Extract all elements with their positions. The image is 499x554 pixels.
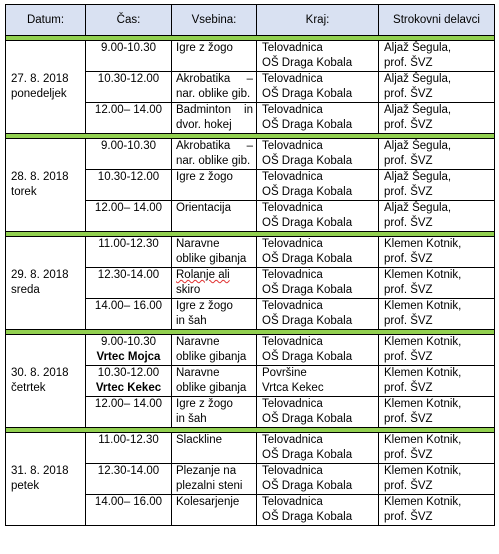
location-line: Telovadnica bbox=[262, 104, 323, 116]
location-cell bbox=[257, 495, 379, 526]
table-row bbox=[6, 41, 495, 72]
activity-cell bbox=[172, 170, 257, 201]
time-cell bbox=[86, 335, 172, 366]
time-text: 9.00-10.30 bbox=[101, 336, 156, 348]
location-line: Telovadnica bbox=[262, 269, 323, 281]
staff-line: Klemen Kotnik, bbox=[384, 398, 462, 410]
staff-cell bbox=[379, 103, 495, 134]
time-cell bbox=[86, 170, 172, 201]
staff-cell bbox=[379, 41, 495, 72]
staff-line: Klemen Kotnik, bbox=[384, 367, 462, 379]
location-line: OŠ Draga Kobala bbox=[262, 186, 353, 198]
activity-line: Kolesarjenje bbox=[176, 496, 240, 508]
location-line: OŠ Draga Kobala bbox=[262, 88, 353, 100]
location-cell bbox=[257, 268, 379, 299]
location-line: Telovadnica bbox=[262, 140, 323, 152]
staff-line: Klemen Kotnik, bbox=[384, 238, 462, 250]
header-date: Datum: bbox=[6, 5, 86, 36]
date-text: 29. 8. 2018 bbox=[11, 269, 69, 281]
activity-cell bbox=[172, 103, 257, 134]
staff-line: prof. ŠVZ bbox=[384, 480, 433, 492]
activity-line: plezalni steni bbox=[176, 480, 243, 492]
table-row bbox=[6, 433, 495, 464]
location-line: Površine bbox=[262, 367, 307, 379]
activity-cell bbox=[172, 397, 257, 428]
activity-cell bbox=[172, 201, 257, 232]
location-line: OŠ Draga Kobala bbox=[262, 315, 353, 327]
location-cell bbox=[257, 397, 379, 428]
location-line: Telovadnica bbox=[262, 73, 323, 85]
location-cell bbox=[257, 464, 379, 495]
weekday-text: četrtek bbox=[11, 382, 46, 394]
activity-line: oblike gibanja bbox=[176, 253, 247, 265]
location-line: Telovadnica bbox=[262, 398, 323, 410]
location-cell bbox=[257, 237, 379, 268]
activity-line: skiro bbox=[176, 284, 201, 296]
staff-line: prof. ŠVZ bbox=[384, 186, 433, 198]
location-line: OŠ Draga Kobala bbox=[262, 284, 353, 296]
time-text: 9.00-10.30 bbox=[101, 140, 156, 152]
activity-cell bbox=[172, 495, 257, 526]
location-line: Telovadnica bbox=[262, 171, 323, 183]
location-cell bbox=[257, 366, 379, 397]
staff-cell bbox=[379, 335, 495, 366]
time-text: 10.30-12.00 bbox=[97, 367, 160, 379]
date-cell bbox=[6, 41, 86, 134]
location-line: Telovadnica bbox=[262, 465, 323, 477]
time-text: 14.00– 16.00 bbox=[94, 300, 163, 312]
location-line: Telovadnica bbox=[262, 202, 323, 214]
activity-line: Naravne bbox=[176, 238, 220, 250]
time-cell bbox=[86, 433, 172, 464]
activity-line: Igre z žogo bbox=[176, 300, 233, 312]
activity-line: in šah bbox=[176, 315, 207, 327]
staff-line: prof. ŠVZ bbox=[384, 88, 433, 100]
activity-cell bbox=[172, 433, 257, 464]
activity-cell bbox=[172, 299, 257, 330]
location-cell bbox=[257, 201, 379, 232]
staff-cell bbox=[379, 170, 495, 201]
time-cell bbox=[86, 366, 172, 397]
date-text: 30. 8. 2018 bbox=[11, 367, 69, 379]
staff-cell bbox=[379, 299, 495, 330]
location-cell bbox=[257, 139, 379, 170]
header-place: Kraj: bbox=[257, 5, 379, 36]
time-text: 9.00-10.30 bbox=[101, 42, 156, 54]
staff-cell bbox=[379, 139, 495, 170]
header-topic: Vsebina: bbox=[172, 5, 257, 36]
activity-line: dvor. hokej bbox=[176, 119, 232, 131]
time-text: 10.30-12.00 bbox=[97, 171, 160, 183]
header-row bbox=[6, 5, 495, 36]
staff-line: Aljaž Šegula, bbox=[384, 171, 452, 183]
staff-line: Klemen Kotnik, bbox=[384, 496, 462, 508]
staff-line: Klemen Kotnik, bbox=[384, 269, 462, 281]
date-text: 28. 8. 2018 bbox=[11, 171, 69, 183]
time-text: 12.00– 14.00 bbox=[94, 398, 163, 410]
location-line: OŠ Draga Kobala bbox=[262, 119, 353, 131]
weekday-text: torek bbox=[11, 186, 37, 198]
activity-cell bbox=[172, 72, 257, 103]
time-cell bbox=[86, 72, 172, 103]
staff-line: Klemen Kotnik, bbox=[384, 434, 462, 446]
weekday-text: sreda bbox=[11, 284, 40, 296]
time-text: 12.30-14.00 bbox=[97, 269, 160, 281]
staff-cell bbox=[379, 72, 495, 103]
date-cell bbox=[6, 433, 86, 526]
time-cell bbox=[86, 464, 172, 495]
time-text: 14.00– 16.00 bbox=[94, 496, 163, 508]
location-cell bbox=[257, 72, 379, 103]
activity-cell bbox=[172, 237, 257, 268]
time-cell bbox=[86, 103, 172, 134]
activity-line: Igre z žogo bbox=[176, 398, 233, 410]
location-line: Vrtca Kekec bbox=[262, 382, 324, 394]
staff-line: prof. ŠVZ bbox=[384, 382, 433, 394]
location-line: OŠ Draga Kobala bbox=[262, 155, 353, 167]
activity-line: oblike gibanja bbox=[176, 351, 247, 363]
staff-cell bbox=[379, 366, 495, 397]
weekday-text: ponedeljek bbox=[11, 88, 67, 100]
time-cell bbox=[86, 139, 172, 170]
header-staff: Strokovni delavci bbox=[379, 5, 495, 36]
activity-line: Igre z žogo bbox=[176, 42, 233, 54]
time-text: 10.30-12.00 bbox=[97, 73, 160, 85]
location-line: OŠ Draga Kobala bbox=[262, 449, 353, 461]
time-cell bbox=[86, 299, 172, 330]
table-row bbox=[6, 237, 495, 268]
kindergarten-label: Vrtec Mojca bbox=[96, 351, 161, 363]
staff-line: Aljaž Šegula, bbox=[384, 104, 452, 116]
activity-line: Plezanje na bbox=[176, 465, 237, 477]
table-row bbox=[6, 335, 495, 366]
location-cell bbox=[257, 103, 379, 134]
table-row bbox=[6, 139, 495, 170]
location-cell bbox=[257, 433, 379, 464]
date-cell bbox=[6, 335, 86, 428]
location-line: OŠ Draga Kobala bbox=[262, 217, 353, 229]
staff-cell bbox=[379, 237, 495, 268]
staff-line: Klemen Kotnik, bbox=[384, 300, 462, 312]
location-line: OŠ Draga Kobala bbox=[262, 511, 353, 523]
activity-cell bbox=[172, 268, 257, 299]
staff-line: prof. ŠVZ bbox=[384, 351, 433, 363]
date-cell bbox=[6, 139, 86, 232]
staff-cell bbox=[379, 495, 495, 526]
activity-line: nar. oblike gib. bbox=[176, 88, 251, 100]
time-text: 11.00-12.30 bbox=[98, 238, 159, 250]
time-cell bbox=[86, 495, 172, 526]
weekday-text: petek bbox=[11, 480, 40, 492]
time-cell bbox=[86, 41, 172, 72]
location-cell bbox=[257, 41, 379, 72]
location-line: Telovadnica bbox=[262, 336, 323, 348]
activity-line: Badminton in bbox=[176, 104, 253, 116]
time-text: 12.00– 14.00 bbox=[94, 104, 163, 116]
activity-line: Naravne bbox=[176, 367, 220, 379]
staff-line: prof. ŠVZ bbox=[384, 284, 433, 296]
activity-line: Rolanje ali bbox=[176, 269, 230, 281]
location-cell bbox=[257, 299, 379, 330]
location-line: Telovadnica bbox=[262, 42, 323, 54]
header-time: Čas: bbox=[86, 5, 172, 36]
staff-line: Aljaž Šegula, bbox=[384, 42, 452, 54]
staff-line: prof. ŠVZ bbox=[384, 253, 433, 265]
time-text: 12.00– 14.00 bbox=[94, 202, 163, 214]
time-cell bbox=[86, 201, 172, 232]
date-cell bbox=[6, 237, 86, 330]
date-text: 27. 8. 2018 bbox=[11, 73, 69, 85]
staff-line: prof. ŠVZ bbox=[384, 413, 433, 425]
activity-line: Orientacija bbox=[176, 202, 231, 214]
staff-line: prof. ŠVZ bbox=[384, 119, 433, 131]
activity-line: oblike gibanja bbox=[176, 382, 247, 394]
activity-line: Slackline bbox=[176, 434, 223, 446]
staff-line: prof. ŠVZ bbox=[384, 511, 433, 523]
activity-line: Akrobatika – bbox=[176, 140, 253, 152]
staff-cell bbox=[379, 433, 495, 464]
staff-line: prof. ŠVZ bbox=[384, 315, 433, 327]
location-line: Telovadnica bbox=[262, 300, 323, 312]
location-cell bbox=[257, 170, 379, 201]
staff-cell bbox=[379, 201, 495, 232]
schedule-table bbox=[5, 4, 495, 526]
activity-line: Naravne bbox=[176, 336, 220, 348]
location-line: Telovadnica bbox=[262, 238, 323, 250]
staff-line: Klemen Kotnik, bbox=[384, 336, 462, 348]
activity-cell bbox=[172, 366, 257, 397]
staff-line: Klemen Kotnik, bbox=[384, 465, 462, 477]
kindergarten-label: Vrtec Kekec bbox=[95, 382, 162, 394]
schedule-body bbox=[6, 36, 495, 526]
staff-cell bbox=[379, 268, 495, 299]
time-text: 12.30-14.00 bbox=[97, 465, 160, 477]
location-line: OŠ Draga Kobala bbox=[262, 480, 353, 492]
activity-cell bbox=[172, 41, 257, 72]
date-text: 31. 8. 2018 bbox=[11, 465, 69, 477]
staff-line: Aljaž Šegula, bbox=[384, 202, 452, 214]
activity-line: Igre z žogo bbox=[176, 171, 233, 183]
location-line: OŠ Draga Kobala bbox=[262, 351, 353, 363]
staff-line: prof. ŠVZ bbox=[384, 57, 433, 69]
time-cell bbox=[86, 397, 172, 428]
staff-line: prof. ŠVZ bbox=[384, 217, 433, 229]
location-line: OŠ Draga Kobala bbox=[262, 253, 353, 265]
location-cell bbox=[257, 335, 379, 366]
staff-cell bbox=[379, 464, 495, 495]
activity-cell bbox=[172, 139, 257, 170]
activity-line: nar. oblike gib. bbox=[176, 155, 251, 167]
time-cell bbox=[86, 237, 172, 268]
activity-cell bbox=[172, 464, 257, 495]
activity-line: in šah bbox=[176, 413, 207, 425]
location-line: Telovadnica bbox=[262, 496, 323, 508]
staff-line: prof. ŠVZ bbox=[384, 155, 433, 167]
location-line: Telovadnica bbox=[262, 434, 323, 446]
location-line: OŠ Draga Kobala bbox=[262, 57, 353, 69]
time-cell bbox=[86, 268, 172, 299]
time-text: 11.00-12.30 bbox=[98, 434, 159, 446]
location-line: OŠ Draga Kobala bbox=[262, 413, 353, 425]
staff-cell bbox=[379, 397, 495, 428]
activity-line: Akrobatika – bbox=[176, 73, 253, 85]
staff-line: Aljaž Šegula, bbox=[384, 140, 452, 152]
activity-cell bbox=[172, 335, 257, 366]
staff-line: Aljaž Šegula, bbox=[384, 73, 452, 85]
staff-line: prof. ŠVZ bbox=[384, 449, 433, 461]
